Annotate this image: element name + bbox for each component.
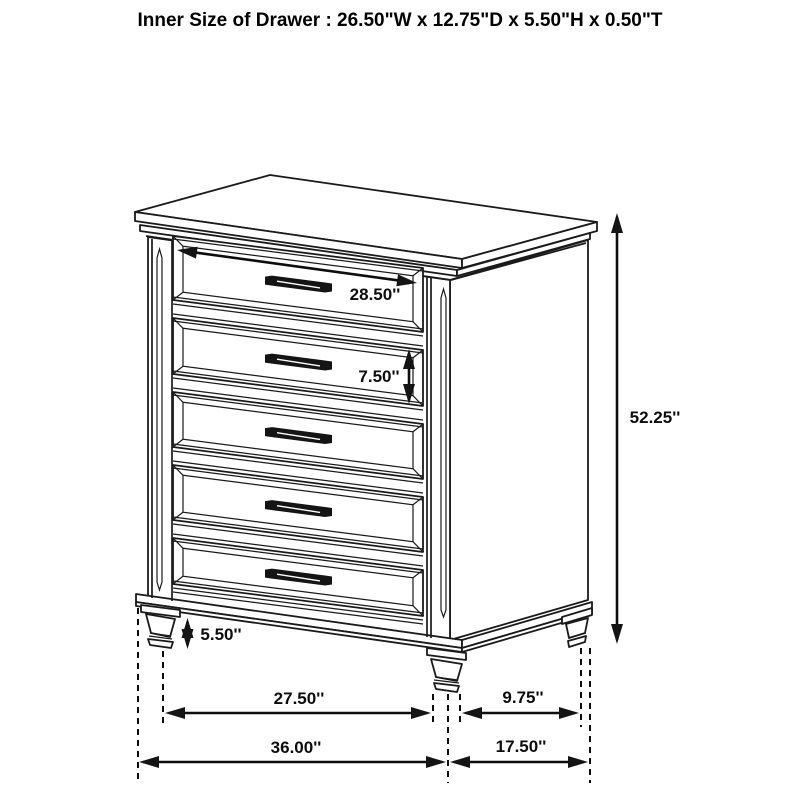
dim-overall-height (611, 213, 623, 644)
diagram-title: Inner Size of Drawer : 26.50"W x 12.75"D x 5.50"H x 0.50"T (137, 10, 663, 31)
front-left-leg (141, 605, 180, 648)
dim-label-overall-depth: 17.50'' (495, 737, 547, 756)
dim-label-overall-width: 36.00'' (270, 738, 322, 757)
dim-overall-depth (450, 756, 588, 768)
dim-side-leg-span (462, 707, 579, 719)
dim-label-front-leg-span: 27.50'' (273, 689, 325, 708)
dim-label-leg-height: 5.50'' (200, 625, 242, 644)
front-right-leg (427, 648, 466, 692)
dim-label-drawer-height: 7.50'' (358, 367, 400, 386)
dim-leg-height (182, 618, 194, 649)
left-stile-flute (157, 249, 162, 590)
dim-label-overall-height: 52.25'' (629, 408, 681, 427)
dim-overall-width (139, 756, 446, 768)
dim-front-leg-span (165, 707, 431, 719)
dim-label-drawer-width: 28.50'' (349, 285, 401, 304)
right-stile-flute (441, 289, 446, 617)
chest-side-panel (450, 240, 588, 640)
dim-label-side-leg-span: 9.75'' (502, 688, 544, 707)
